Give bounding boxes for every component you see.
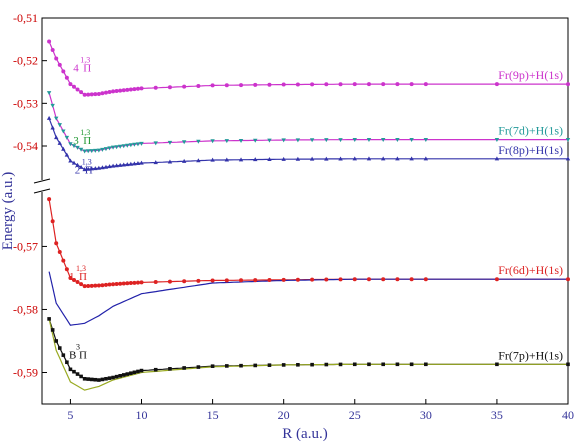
state-label bbox=[73, 55, 91, 74]
x-axis-title: R (a.u.) bbox=[282, 426, 328, 442]
data-point bbox=[90, 284, 94, 288]
data-point bbox=[129, 371, 133, 375]
y-tick-label: -0,57 bbox=[13, 239, 38, 254]
data-point bbox=[424, 362, 428, 366]
state-label-prefix: 2 bbox=[74, 164, 81, 177]
data-point bbox=[50, 125, 54, 129]
data-point bbox=[225, 364, 229, 368]
asymptote-label: Fr(7d)+H(1s) bbox=[498, 123, 563, 138]
data-point bbox=[58, 346, 62, 350]
data-point bbox=[50, 104, 54, 108]
data-point bbox=[125, 88, 129, 92]
x-tick-label: 40 bbox=[562, 408, 574, 422]
data-point bbox=[100, 91, 104, 95]
plot-frame bbox=[42, 18, 568, 404]
data-point bbox=[111, 282, 115, 286]
data-point bbox=[367, 277, 371, 281]
data-point bbox=[93, 284, 97, 288]
data-point bbox=[296, 278, 300, 282]
data-point bbox=[253, 278, 257, 282]
data-point bbox=[168, 280, 172, 284]
data-point bbox=[168, 85, 172, 89]
data-point bbox=[47, 39, 51, 43]
series-line bbox=[49, 272, 568, 326]
data-point bbox=[104, 377, 108, 381]
y-tick-label: -0,53 bbox=[13, 96, 38, 111]
data-point bbox=[154, 280, 158, 284]
data-point bbox=[282, 278, 286, 282]
data-point bbox=[495, 82, 499, 86]
series-line bbox=[49, 319, 568, 390]
data-point bbox=[100, 283, 104, 287]
data-point bbox=[396, 362, 400, 366]
data-point bbox=[395, 82, 399, 86]
data-point bbox=[86, 377, 90, 381]
data-point bbox=[410, 362, 414, 366]
data-point bbox=[76, 87, 80, 91]
data-point bbox=[424, 82, 428, 86]
data-point bbox=[339, 363, 343, 367]
data-point bbox=[72, 370, 76, 374]
data-point bbox=[381, 362, 385, 366]
data-point bbox=[47, 197, 51, 201]
data-point bbox=[282, 363, 286, 367]
axis-break-mark bbox=[32, 179, 52, 193]
data-point bbox=[324, 277, 328, 281]
data-point bbox=[395, 277, 399, 281]
data-point bbox=[118, 282, 122, 286]
state-label-superscript: 1,3 bbox=[80, 127, 91, 137]
data-point bbox=[58, 250, 62, 254]
data-point bbox=[51, 48, 55, 52]
data-point bbox=[132, 87, 136, 91]
asymptote-labels bbox=[498, 68, 563, 362]
y-tick-label: -0,54 bbox=[13, 139, 38, 153]
data-point bbox=[239, 83, 243, 87]
data-point bbox=[122, 282, 126, 286]
data-point bbox=[93, 92, 97, 96]
x-axis-ticks bbox=[67, 399, 574, 422]
data-point bbox=[54, 339, 58, 343]
x-tick-label: 15 bbox=[206, 408, 219, 422]
data-point bbox=[136, 370, 140, 374]
data-point bbox=[136, 87, 140, 91]
data-point bbox=[566, 82, 570, 86]
series-line bbox=[49, 93, 568, 151]
data-point bbox=[76, 372, 80, 376]
data-point bbox=[47, 317, 51, 321]
series-lines bbox=[49, 42, 568, 391]
y-axis-title: Energy (a.u.) bbox=[0, 171, 16, 251]
asymptote-label: Fr(6d)+H(1s) bbox=[498, 263, 563, 278]
data-point bbox=[115, 282, 119, 286]
data-point bbox=[68, 82, 72, 86]
data-point bbox=[381, 277, 385, 281]
data-point bbox=[94, 378, 98, 382]
data-point bbox=[353, 277, 357, 281]
data-point bbox=[310, 363, 314, 367]
data-point bbox=[182, 279, 186, 283]
data-point bbox=[86, 93, 90, 97]
data-point bbox=[140, 280, 144, 284]
data-point bbox=[129, 281, 133, 285]
series-line bbox=[49, 199, 568, 286]
data-point bbox=[182, 85, 186, 89]
data-point bbox=[51, 219, 55, 223]
data-point bbox=[566, 277, 570, 281]
data-point bbox=[97, 378, 101, 382]
data-point bbox=[90, 92, 94, 96]
data-point bbox=[367, 82, 371, 86]
state-label-symbol: Π bbox=[83, 62, 92, 75]
data-point bbox=[62, 353, 66, 357]
data-point bbox=[115, 375, 119, 379]
state-labels bbox=[69, 55, 93, 361]
data-point bbox=[296, 82, 300, 86]
state-label bbox=[69, 343, 87, 362]
data-point bbox=[140, 86, 144, 90]
y-tick-label: -0,59 bbox=[13, 365, 38, 380]
asymptote-label: Fr(8p)+H(1s) bbox=[498, 142, 563, 157]
state-label bbox=[69, 264, 87, 283]
state-label bbox=[75, 158, 93, 177]
data-point bbox=[61, 259, 65, 263]
data-point bbox=[239, 364, 243, 368]
series-line bbox=[49, 42, 568, 95]
data-point bbox=[51, 328, 55, 332]
state-label-prefix: 4 bbox=[73, 62, 79, 75]
data-point bbox=[267, 278, 271, 282]
x-tick-label: 20 bbox=[277, 408, 290, 422]
data-point bbox=[101, 378, 105, 382]
data-point bbox=[118, 89, 122, 93]
data-point bbox=[97, 92, 101, 96]
data-point bbox=[168, 367, 172, 371]
data-point bbox=[111, 89, 115, 93]
y-tick-label: -0,51 bbox=[13, 11, 38, 25]
state-label-superscript: 1,3 bbox=[76, 263, 87, 273]
data-point bbox=[282, 83, 286, 87]
data-point bbox=[47, 116, 51, 120]
data-point bbox=[129, 88, 133, 92]
data-point bbox=[54, 135, 58, 139]
data-point bbox=[79, 90, 83, 94]
data-point bbox=[104, 283, 108, 287]
data-point bbox=[108, 90, 112, 94]
data-point bbox=[211, 278, 215, 282]
data-point bbox=[566, 362, 570, 366]
state-label-symbol: Π bbox=[79, 349, 87, 362]
data-point bbox=[122, 373, 126, 377]
data-point bbox=[410, 277, 414, 281]
data-point bbox=[197, 365, 201, 369]
data-point bbox=[111, 376, 115, 380]
data-point bbox=[154, 86, 158, 90]
data-point bbox=[267, 83, 271, 87]
data-point bbox=[132, 281, 136, 285]
data-point bbox=[353, 362, 357, 366]
data-point bbox=[324, 82, 328, 86]
data-point bbox=[61, 69, 65, 73]
data-point bbox=[310, 278, 314, 282]
data-point bbox=[79, 375, 83, 379]
data-point bbox=[108, 376, 112, 380]
data-point bbox=[83, 377, 87, 381]
data-point bbox=[54, 57, 58, 61]
x-tick-label: 30 bbox=[419, 408, 432, 422]
data-point bbox=[69, 368, 73, 372]
data-point bbox=[104, 91, 108, 95]
data-point bbox=[339, 82, 343, 86]
data-point bbox=[182, 366, 186, 370]
data-point bbox=[353, 82, 357, 86]
data-point bbox=[86, 284, 90, 288]
state-label-superscript: 1,3 bbox=[81, 157, 92, 167]
data-point bbox=[90, 378, 94, 382]
data-point bbox=[125, 281, 129, 285]
x-tick-label: 5 bbox=[67, 408, 74, 422]
data-point bbox=[47, 91, 51, 95]
data-point bbox=[225, 278, 229, 282]
data-point bbox=[72, 85, 76, 89]
state-label-superscript: 3 bbox=[76, 342, 81, 352]
x-tick-label: 35 bbox=[490, 408, 503, 422]
data-point bbox=[239, 278, 243, 282]
data-point bbox=[115, 89, 119, 93]
data-point bbox=[58, 63, 62, 67]
data-point bbox=[133, 371, 137, 375]
data-point bbox=[310, 82, 314, 86]
data-point bbox=[410, 82, 414, 86]
state-label bbox=[73, 128, 91, 147]
data-point bbox=[122, 88, 126, 92]
data-point bbox=[325, 363, 329, 367]
data-point bbox=[97, 284, 101, 288]
state-label-symbol: Π bbox=[79, 270, 87, 283]
data-point bbox=[154, 368, 158, 372]
data-point bbox=[296, 363, 300, 367]
data-point bbox=[381, 82, 385, 86]
data-point bbox=[196, 84, 200, 88]
state-label-prefix: B bbox=[69, 349, 77, 362]
data-point bbox=[118, 374, 122, 378]
y-tick-label: -0,52 bbox=[13, 53, 38, 68]
data-point bbox=[125, 372, 129, 376]
state-label-symbol: Π bbox=[83, 134, 92, 147]
data-point bbox=[83, 93, 87, 97]
data-point bbox=[136, 281, 140, 285]
data-point bbox=[253, 364, 257, 368]
data-point bbox=[140, 369, 144, 373]
state-label-superscript: 1,3 bbox=[80, 55, 91, 65]
data-point bbox=[83, 284, 87, 288]
series-markers bbox=[47, 39, 570, 381]
x-tick-label: 25 bbox=[348, 408, 361, 422]
data-point bbox=[495, 277, 499, 281]
data-point bbox=[367, 362, 371, 366]
data-point bbox=[424, 277, 428, 281]
data-point bbox=[225, 83, 229, 87]
data-point bbox=[211, 83, 215, 87]
data-point bbox=[339, 277, 343, 281]
data-point bbox=[196, 279, 200, 283]
state-label-prefix: 1 bbox=[69, 270, 75, 283]
data-point bbox=[211, 364, 215, 368]
data-point bbox=[495, 362, 499, 366]
series-line bbox=[49, 319, 568, 380]
data-point bbox=[108, 283, 112, 287]
data-point bbox=[253, 83, 257, 87]
x-tick-label: 10 bbox=[135, 408, 148, 422]
asymptote-label: Fr(9p)+H(1s) bbox=[498, 68, 563, 83]
data-point bbox=[65, 76, 69, 80]
y-tick-label: -0,58 bbox=[13, 302, 38, 317]
state-label-prefix: 3 bbox=[73, 134, 79, 147]
data-point bbox=[54, 241, 58, 245]
state-label-symbol: Π bbox=[84, 164, 93, 177]
data-point bbox=[268, 363, 272, 367]
asymptote-label: Fr(7p)+H(1s) bbox=[498, 348, 563, 363]
